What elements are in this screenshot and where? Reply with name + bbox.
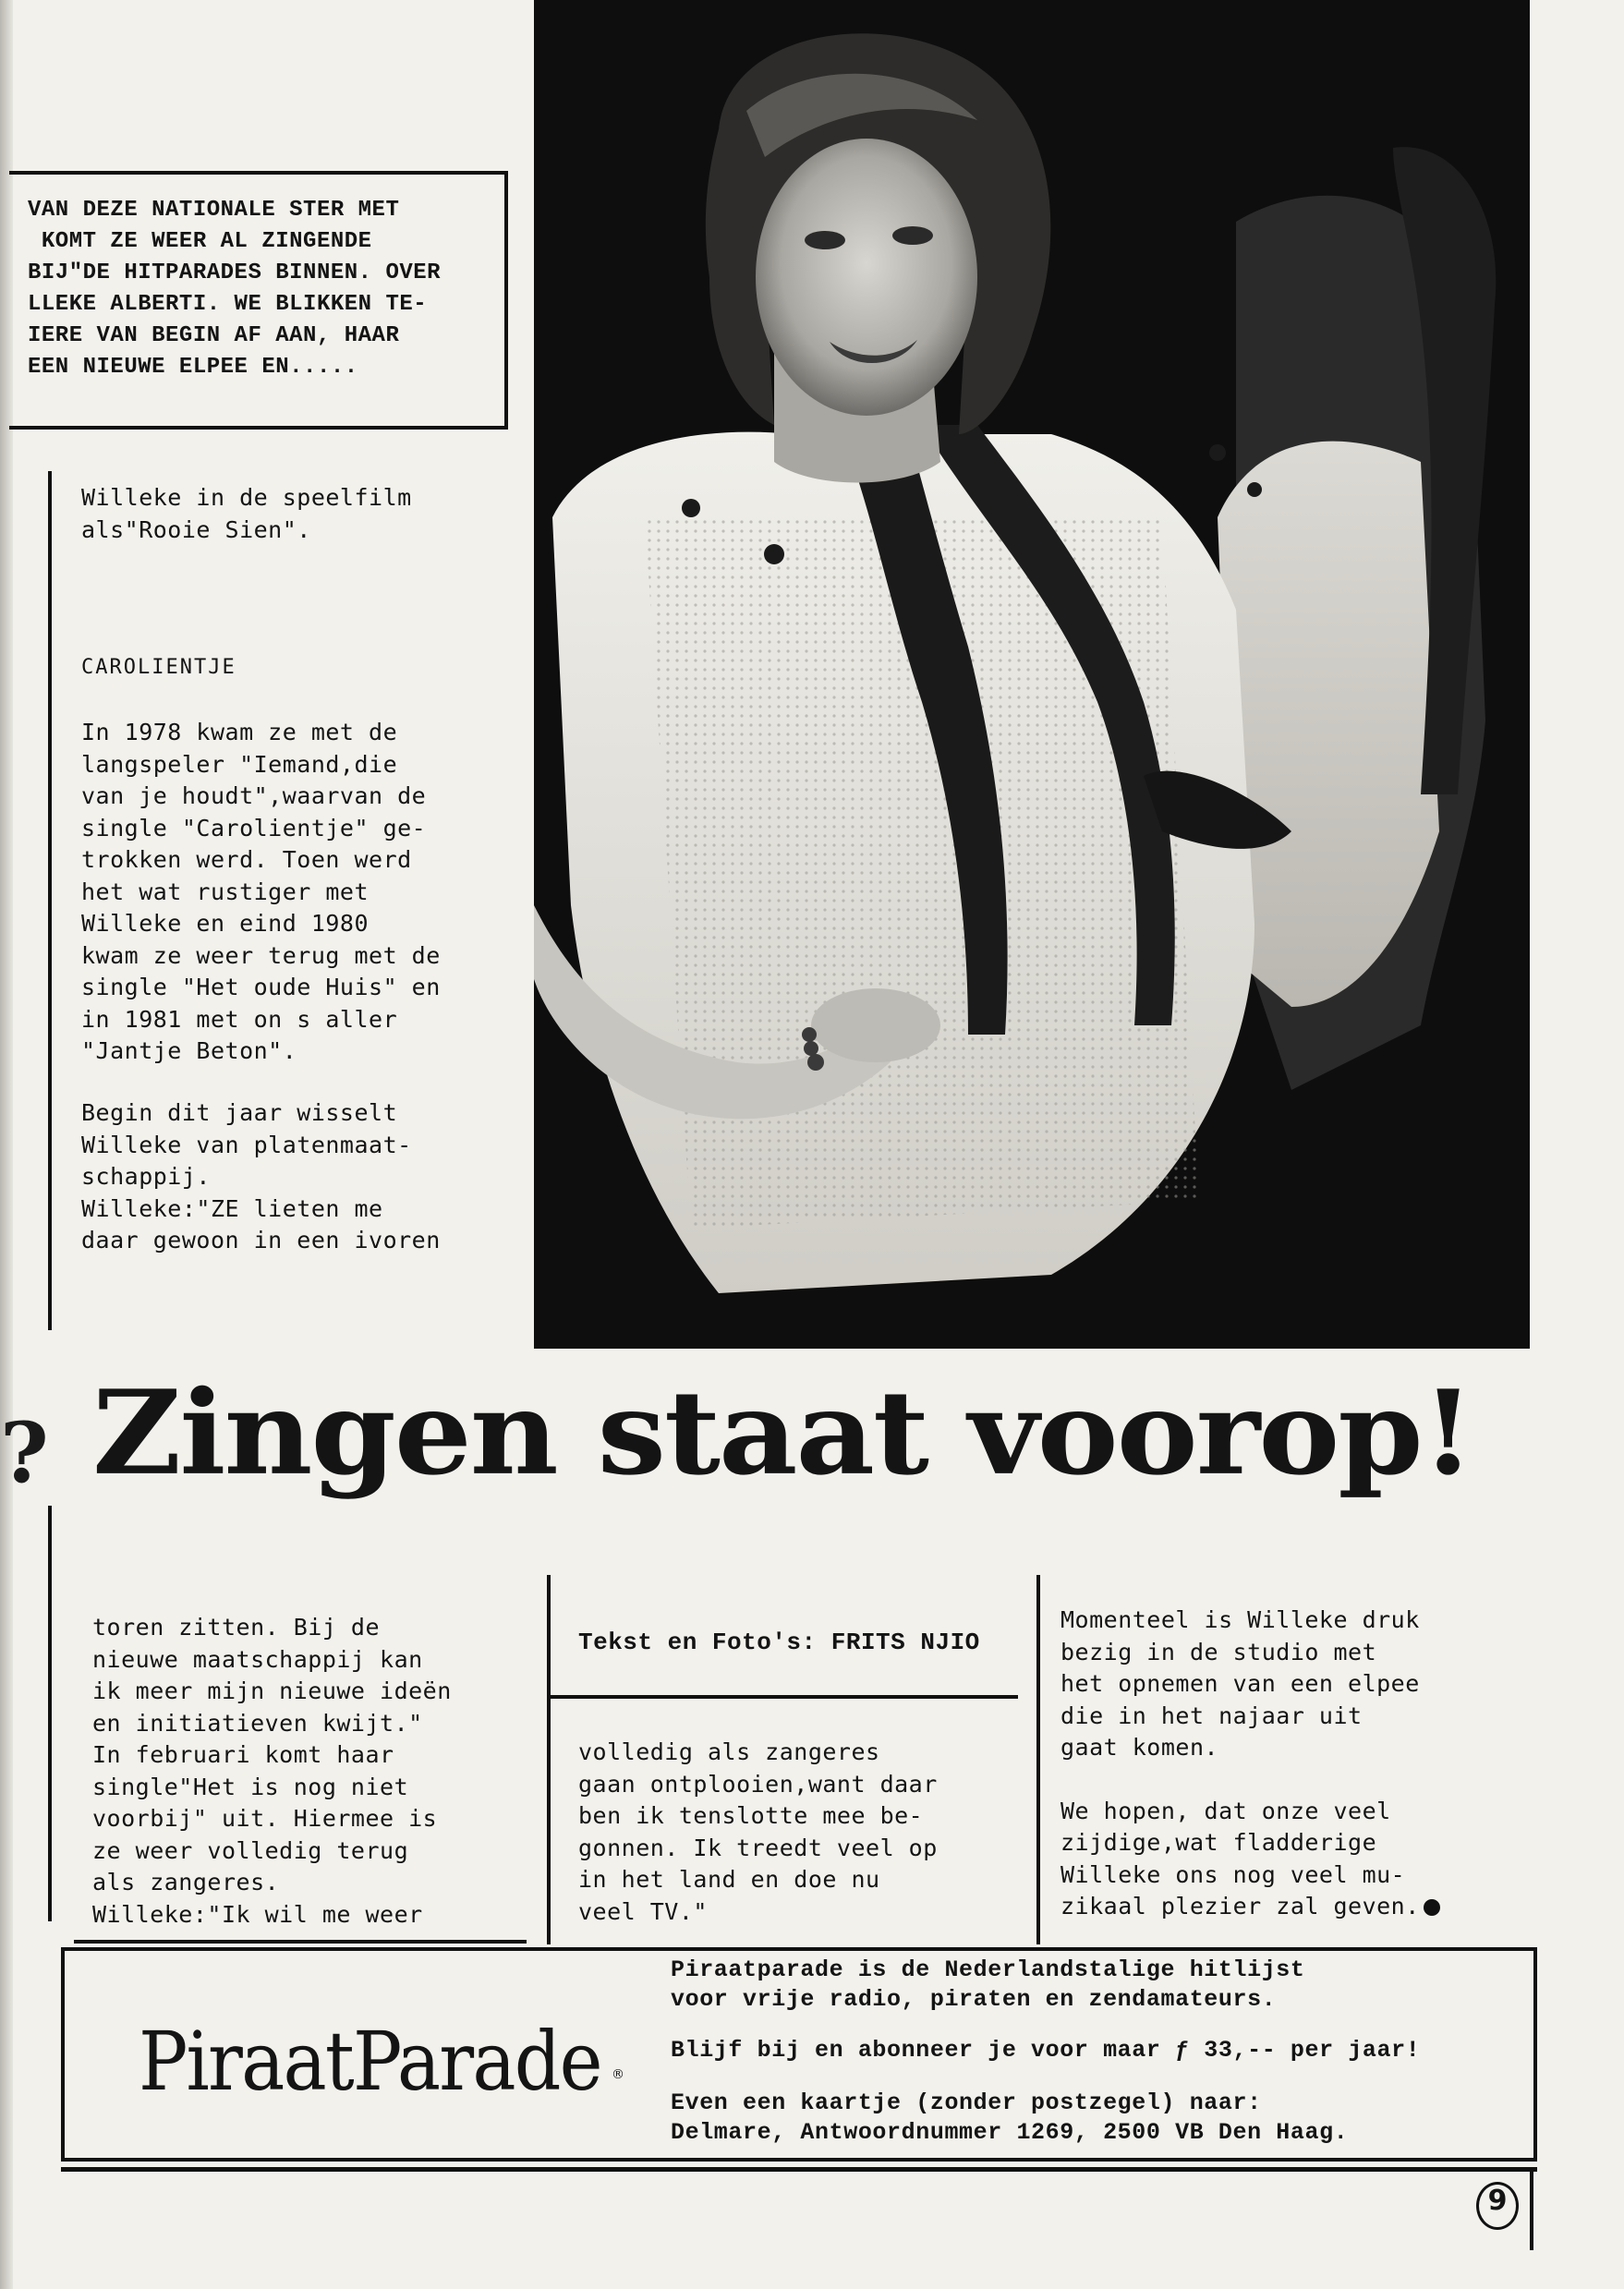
- article-paragraph-2: Begin dit jaar wisselt Willeke van platenmaat- schappij. Willeke:"ZE lieten me daar gewoon in een ivoren: [81, 1099, 441, 1254]
- closing-text: We hopen, dat onze veel zijdige,wat fladderige Willeke ons nog veel mu- zikaal plezier zal geven.: [1060, 1797, 1420, 1920]
- column-underline: [74, 1940, 527, 1944]
- photo-caption: Willeke in de speelfilm als"Rooie Sien".: [81, 484, 412, 543]
- photo-willeke-alberti: [534, 0, 1530, 1349]
- registered-mark: ®: [612, 2067, 624, 2082]
- subheading: CAROLIENTJE: [81, 656, 236, 679]
- article-paragraph-6: [1060, 1796, 1440, 1923]
- article-paragraph-1: In 1978 kwam ze met de langspeler "Iemand,die van je houdt",waarvan de single "Carolientje" ge- trokken werd. Toen werd het wat rustiger met Willeke en eind 1980 kwam ze weer terug met de single "Het oude Huis" en in 1981 met on s aller "Jantje Beton".: [81, 719, 441, 1064]
- footer-vertical-rule: [1530, 2167, 1533, 2250]
- footer-rule: [61, 2167, 1537, 2172]
- piraatparade-logo: PiraatParade: [139, 2014, 601, 2109]
- left-column-rule: [48, 471, 52, 1330]
- ad-line-1: Piraatparade is de Nederlandstalige hitlijst: [671, 1956, 1305, 1983]
- article-paragraph-3: toren zitten. Bij de nieuwe maatschappij kan ik meer mijn nieuwe ideën en initiatieven kwijt." In februari komt haar single"Het is nog niet voorbij" uit. Hiermee is ze weer volledig terug als zangeres. Willeke:"Ik wil me weer: [92, 1614, 452, 1928]
- credit-box-right-rule: [1036, 1575, 1040, 1944]
- author-credit: Tekst en Foto's: FRITS NJIO: [578, 1629, 980, 1656]
- article-paragraph-5: Momenteel is Willeke druk bezig in de studio met het opnemen van een elpee die in het najaar uit gaat komen.: [1060, 1606, 1420, 1761]
- bottom-left-rule: [48, 1506, 52, 1921]
- photo-illustration: [534, 0, 1530, 1349]
- article-paragraph-5-group: [1060, 1605, 1440, 1923]
- credit-box-left-rule: [547, 1575, 551, 1944]
- previous-page-fragment: ?: [0, 1404, 49, 1502]
- ad-line-3: Blijf bij en abonneer je voor maar ƒ 33,-- per jaar!: [671, 2037, 1421, 2064]
- intro-box: [9, 171, 508, 430]
- headline: Zingen staat voorop!: [92, 1365, 1473, 1502]
- ad-line-2: voor vrije radio, piraten en zendamateurs.: [671, 1986, 1277, 2013]
- credit-rule: [547, 1695, 1018, 1699]
- intro-text: VAN DEZE NATIONALE STER MET KOMT ZE WEER AL ZINGENDE BIJ"DE HITPARADES BINNEN. OVER LLEKE ALBERTI. WE BLIKKEN TE- IERE VAN BEGIN AF AAN, HAAR EEN NIEUWE ELPEE EN.....: [28, 198, 442, 380]
- ad-line-4: Even een kaartje (zonder postzegel) naar:: [671, 2089, 1262, 2116]
- page-number: 9: [1476, 2182, 1519, 2230]
- end-of-article-dot-icon: [1424, 1899, 1440, 1916]
- article-paragraph-4: volledig als zangeres gaan ontplooien,want daar ben ik tenslotte mee be- gonnen. Ik treedt veel op in het land en doe nu veel TV.": [578, 1738, 938, 1925]
- ad-line-5: Delmare, Antwoordnummer 1269, 2500 VB Den Haag.: [671, 2119, 1349, 2146]
